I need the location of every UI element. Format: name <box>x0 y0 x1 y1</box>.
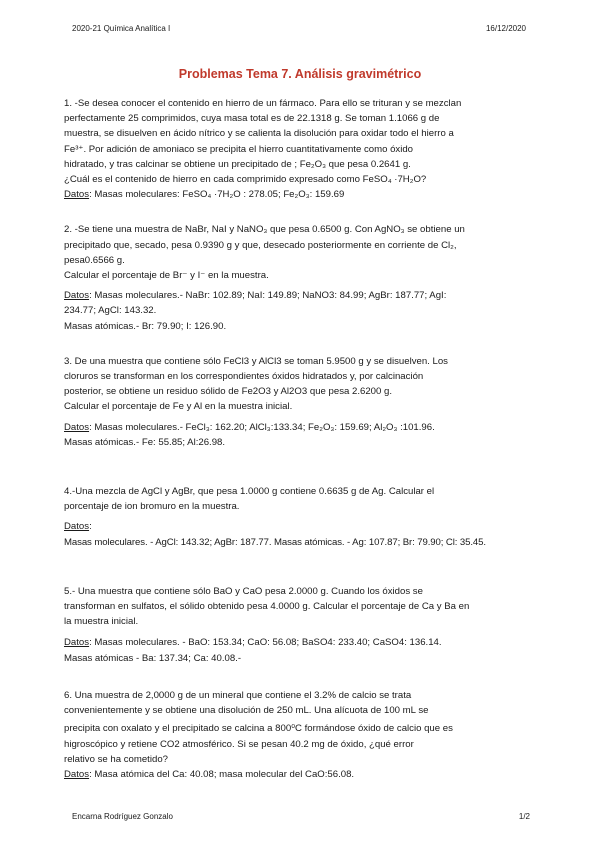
problem-4-data-line: Masas moleculares. - AgCl: 143.32; AgBr: 187.77. Masas atómicas. - Ag: 107.87; Br: 79.90; Cl: 35.45. <box>64 536 486 548</box>
problem-3-data-line: Masas atómicas.- Fe: 55.85; Al:26.98. <box>64 436 226 448</box>
problem-6-line: relativo se ha cometido? <box>64 753 168 765</box>
problem-3-line: cloruros se transforman en los correspondientes óxidos hidratados y, por calcinación <box>64 371 424 383</box>
problem-4-line: 4.-Una mezcla de AgCl y AgBr, que pesa 1.0000 g contiene 0.6635 g de Ag. Calcular el <box>64 486 435 498</box>
problem-1-line: muestra, se disuelven en ácido nítrico y se calienta la disolución para oxidar todo el hierro a <box>64 128 454 140</box>
data-label: Datos <box>64 189 90 201</box>
problem-5-data <box>64 635 538 650</box>
problem-1-line: 1. -Se desea conocer el contenido en hierro de un fármaco. Para ello se trituran y se mezclan <box>64 98 462 109</box>
data-text: : <box>89 521 92 533</box>
problem-3-line: posterior, se obtiene un residuo sólido de Fe2O3 y Al2O3 que pesa 2.6200 g. <box>64 386 393 398</box>
problem-6-data <box>64 767 538 782</box>
problem-1-line: hidratado, y tras calcinar se obtiene un precipitado de ; Fe₂O₃ que pesa 0.2641 g. <box>64 158 411 170</box>
problem-3-line: Calcular el porcentaje de Fe y Al en la muestra inicial. <box>64 401 293 413</box>
problem-2-line: Calcular el porcentaje de Br⁻ y I⁻ en la muestra. <box>64 270 269 282</box>
footer-page-number: 1/2 <box>518 812 530 821</box>
problem-2-line: precipitado que, secado, pesa 0.9390 g y que, desecado posteriormente en corriente de Cl₂, <box>64 239 457 251</box>
spacer <box>64 202 538 222</box>
problem-5-data-line: Masas atómicas - Ba: 137.34; Ca: 40.08.- <box>64 652 242 664</box>
problem-5-line: transforman en sulfatos, el sólido obtenido pesa 4.0000 g. Calcular el porcentaje de Ca y Ba en <box>64 601 470 613</box>
problem-2-data-line: Masas atómicas.- Br: 79.90; I: 126.90. <box>64 320 227 332</box>
data-text: : Masa atómica del Ca: 40.08; masa molecular del CaO:56.08. <box>89 768 355 780</box>
problem-6-line: convenientemente y se obtiene una disolución de 250 mL. Una alícuota de 100 mL se <box>64 705 429 717</box>
page-title: Problemas Tema 7. Análisis gravimétrico <box>178 67 422 81</box>
spacer <box>64 666 538 688</box>
data-label: Datos <box>64 637 90 649</box>
data-label: Datos <box>64 421 90 433</box>
header-date: 16/12/2020 <box>485 24 526 33</box>
spacer <box>64 550 538 584</box>
problem-2 <box>64 222 538 333</box>
data-label: Datos <box>64 290 90 302</box>
data-text: : Masas moleculares. - BaO: 153.34; CaO: 56.08; BaSO4: 233.40; CaSO4: 136.14. <box>89 637 442 649</box>
problem-6-line: 6. Una muestra de 2,0000 g de un mineral que contiene el 3.2% de calcio se trata <box>64 689 412 701</box>
footer-author: Encarna Rodríguez Gonzalo <box>72 812 173 821</box>
problem-1-line: perfectamente 25 comprimidos, cuya masa total es de 22.1318 g. Se toman 1.1066 g de <box>64 113 440 125</box>
problem-6-line: higroscópico y retiene CO2 atmosférico. Si se pesan 40.2 mg de óxido, ¿qué error <box>64 738 414 750</box>
problem-4 <box>64 484 538 550</box>
problem-4-line: porcentaje de ion bromuro en la muestra. <box>64 501 240 513</box>
problem-6-line: precipita con oxalato y el precipitado se calcina a 800⁰C formándose óxido de calcio que es <box>64 723 453 735</box>
spacer <box>64 450 538 484</box>
problem-3-line: 3. De una muestra que contiene sólo FeCl3 y AlCl3 se toman 5.9500 g y se disuelven. Los <box>64 355 448 367</box>
data-text: : Masas moleculares.- NaBr: 102.89; NaI: 149.89; NaNO3: 84.99; AgBr: 187.77; AgI: <box>89 290 447 302</box>
problem-6 <box>64 688 538 782</box>
data-label: Datos <box>64 521 90 533</box>
data-text: : Masas moleculares: FeSO₄ ·7H₂O : 278.05; Fe₂O₃: 159.69 <box>89 189 345 201</box>
spacer <box>64 334 538 354</box>
problem-5 <box>64 584 538 666</box>
problem-2-line: 2. -Se tiene una muestra de NaBr, NaI y NaNO₃ que pesa 0.6500 g. Con AgNO₃ se obtiene un <box>64 224 465 236</box>
data-label: Datos <box>64 768 90 780</box>
problem-5-line: la muestra inicial. <box>64 616 139 628</box>
problem-2-data-line: 234.77; AgCl: 143.32. <box>64 305 157 317</box>
problem-2-data <box>64 288 538 303</box>
problem-4-data <box>64 519 538 534</box>
problem-1 <box>64 96 538 202</box>
problem-1-data <box>64 187 538 202</box>
problem-1-line: ¿Cuál es el contenido de hierro en cada comprimido expresado como FeSO₄ ·7H₂O? <box>64 174 427 186</box>
problem-3 <box>64 354 538 450</box>
problem-5-line: 5.- Una muestra que contiene sólo BaO y CaO pesa 2.0000 g. Cuando los óxidos se <box>64 585 423 597</box>
header-course: 2020-21 Química Analítica I <box>72 24 171 33</box>
problem-list <box>64 96 538 782</box>
problem-2-line: pesa0.6566 g. <box>64 254 125 266</box>
data-text: : Masas moleculares.- FeCl₃: 162.20; AlCl₃:133.34; Fe₂O₃: 159.69; Al₂O₃ :101.96. <box>89 421 435 433</box>
problem-1-line: Fe³⁺. Por adición de amoniaco se precipita el hierro cuantitativamente como óxido <box>64 143 414 155</box>
problem-3-data <box>64 420 538 435</box>
